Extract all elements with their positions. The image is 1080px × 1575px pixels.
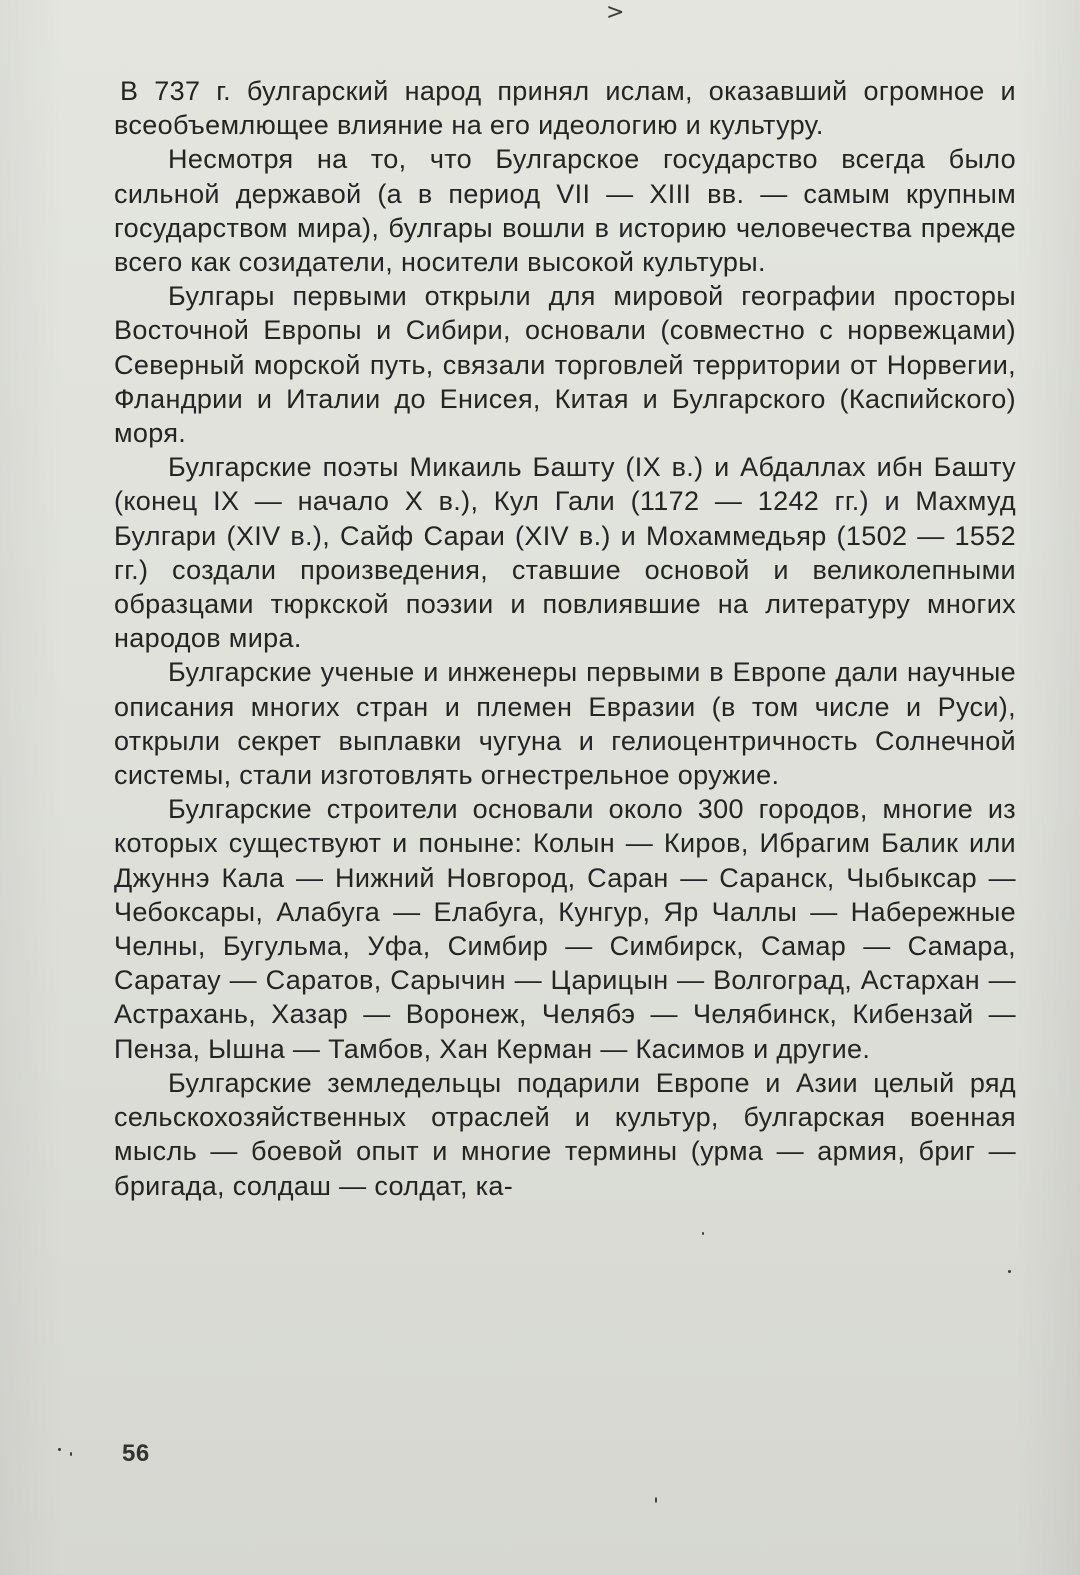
paper-speck bbox=[702, 1232, 704, 1235]
paper-speck bbox=[1008, 1270, 1011, 1273]
paragraph-scientists: Булгарские ученые и инженеры первыми в Европе дали научные описания многих стран и племен Евразии (в том числе и Руси), открыли секрет выплавки чугуна и гелиоцентричность Солнечной системы, стали изготовлять огнестрельное оружие. bbox=[114, 657, 1016, 791]
paragraph-builders: Булгарские строители основали около 300 городов, многие из которых существуют и поныне: Колын — Киров, Ибрагим Балик или Джуннэ Кала — Нижний Новгород, Саран — Саранск, Чыбыксар — Чебоксары, Алабуга — Елабуга, Кунгур, Яр Чаллы — Набережные Челны, Бугульма, Уфа, Симбир — Симбирск, Самар — Самара, Саратау — Саратов, Сарычин — Царицын — Волгоград, Астархан — Астрахань, Хазар — Воронеж, Челябэ — Челябинск, Кибензай — Пенза, Ышна — Тамбов, Хан Керман — Касимов и другие. bbox=[114, 794, 1016, 1064]
page-number: 56 bbox=[122, 1440, 150, 1467]
top-margin-mark: > bbox=[606, 0, 625, 25]
paragraph-islam: В 737 г. булгарский народ принял ислам, оказавший огромное и всеобъемлющее влияние на его идеологию и культуру. bbox=[114, 76, 1016, 141]
paragraph-farmers: Булгарские земледельцы подарили Европе и Азии целый ряд сельскохозяйственных отраслей и культур, булгарская военная мысль — боевой опыт и многие термины (урма — армия, бриг — бригада, солдаш — солдат, ка- bbox=[114, 1067, 1016, 1201]
paper-speck bbox=[58, 1448, 61, 1451]
paragraph-state: Несмотря на то, что Булгарское государство всегда было сильной державой (а в период VII — XIII вв. — самым крупным государством мира), булгары вошли в историю человечества прежде всего как созидатели, носители высокой культуры. bbox=[114, 144, 1016, 278]
paragraph-poets: Булгарские поэты Микаиль Башту (IX в.) и Абдаллах ибн Башту (конец IX — начало X в.), Кул Гали (1172 — 1242 гг.) и Махмуд Булгари (XIV в.), Сайф Сараи (XIV в.) и Мохаммедьяр (1502 — 1552 гг.) создали произведения, ставшие основой и великолепными образцами тюркской поэзии и повлиявшие на литературу многих народов мира. bbox=[114, 452, 1016, 654]
paper-speck bbox=[70, 1452, 72, 1456]
body-text bbox=[114, 74, 1016, 1203]
paper-speck bbox=[655, 1497, 657, 1503]
paragraph-geography: Булгары первыми открыли для мировой географии просторы Восточной Европы и Сибири, основали (совместно с норвежцами) Северный морской путь, связали торговлей территории от Норвегии, Фландрии и Италии до Енисея, Китая и Булгарского (Каспийского) моря. bbox=[114, 281, 1016, 449]
